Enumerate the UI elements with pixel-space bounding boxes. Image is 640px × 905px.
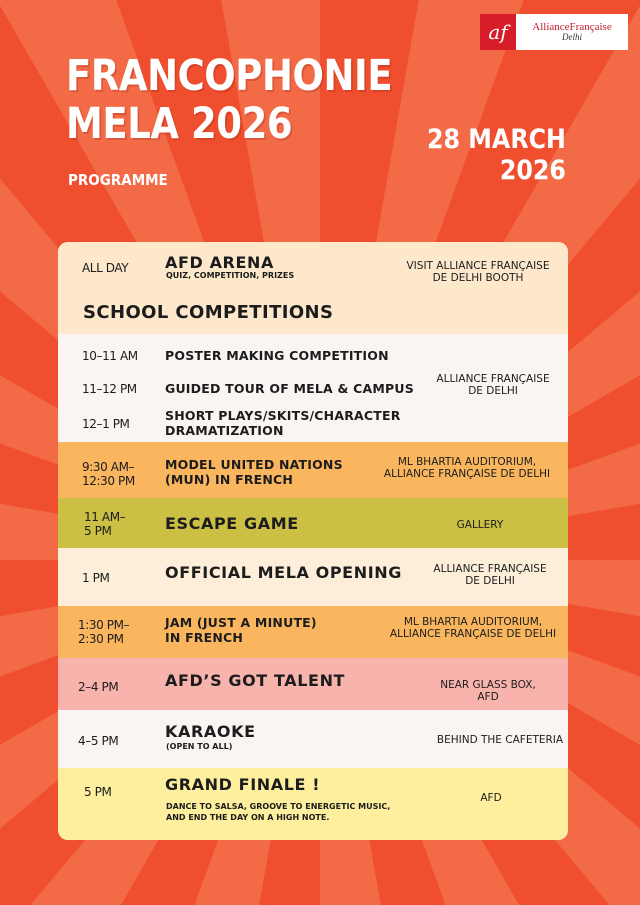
schedule-card [58,242,568,840]
talent-venue-line-2: AFD [477,691,499,703]
mun-time [82,460,135,488]
escape-event: ESCAPE GAME [165,514,299,533]
mun-time-line-1: 9:30 AM– [82,460,135,474]
school-event-3-line-1: SHORT PLAYS/SKITS/CHARACTER [165,408,401,423]
karaoke-time: 4–5 PM [78,734,119,748]
title-line-2: MELA 2026 [66,99,293,149]
mun-event-line-2: (MUN) IN FRENCH [165,472,294,487]
mun-time-line-2: 12:30 PM [82,474,135,488]
school-time-2: 11–12 PM [82,382,137,396]
allday-time: ALL DAY [82,261,129,275]
finale-sub-line-1: DANCE TO SALSA, GROOVE TO ENERGETIC MUSIC, [166,802,391,811]
school-event-1: POSTER MAKING COMPETITION [165,348,389,363]
escape-time-line-2: 5 PM [84,524,112,538]
karaoke-venue: BEHIND THE CAFETERIA [436,734,564,746]
school-event-3 [165,408,401,438]
finale-sub-line-2: AND END THE DAY ON A HIGH NOTE. [166,813,330,822]
talent-venue [403,679,568,703]
karaoke-sub: (OPEN TO ALL) [166,742,233,751]
jam-venue [378,616,568,640]
jam-time [78,618,129,646]
jam-event-line-2: IN FRENCH [165,630,244,645]
page-title [66,52,392,148]
mun-venue-line-2: ALLIANCE FRANÇAISE DE DELHI [383,468,551,480]
school-venue-line-1: ALLIANCE FRANÇAISE [436,373,550,385]
escape-venue: GALLERY [456,519,504,531]
jam-venue-line-1: ML BHARTIA AUDITORIUM, [403,616,543,628]
school-event-3-line-2: DRAMATIZATION [165,423,284,438]
school-event-2: GUIDED TOUR OF MELA & CAMPUS [165,381,414,396]
opening-venue [400,563,568,587]
mun-event [165,457,343,487]
allday-venue-line-1: VISIT ALLIANCE FRANÇAISE [406,260,550,272]
allday-venue [388,260,568,284]
talent-venue-line-1: NEAR GLASS BOX, [440,679,536,691]
programme-label: PROGRAMME [68,171,168,189]
date-line-2: 2026 [499,155,566,186]
opening-event: OFFICIAL MELA OPENING [165,563,402,582]
event-date [427,124,566,186]
karaoke-event: KARAOKE [165,722,256,741]
mun-venue [372,456,562,480]
logo-name: AllianceFrançaise [532,20,612,33]
school-heading: SCHOOL COMPETITIONS [83,302,334,323]
finale-time: 5 PM [84,785,112,799]
opening-venue-line-1: ALLIANCE FRANÇAISE [433,563,547,575]
opening-venue-line-2: DE DELHI [465,575,515,587]
finale-event: GRAND FINALE ! [165,775,321,794]
school-venue [403,373,568,397]
opening-time: 1 PM [82,571,110,585]
allday-event: AFD ARENA [165,253,274,272]
escape-time-line-1: 11 AM– [84,510,126,524]
school-time-1: 10–11 AM [82,349,138,363]
jam-time-line-2: 2:30 PM [78,632,124,646]
jam-venue-line-2: ALLIANCE FRANÇAISE DE DELHI [389,628,557,640]
finale-venue: AFD [480,792,502,804]
school-venue-line-2: DE DELHI [468,385,518,397]
af-logo-mark: af [480,14,516,50]
escape-time [84,510,125,538]
mun-venue-line-1: ML BHARTIA AUDITORIUM, [397,456,537,468]
talent-event: AFD’S GOT TALENT [165,671,346,690]
jam-event-line-1: JAM (JUST A MINUTE) [165,615,317,630]
title-line-1: FRANCOPHONIE [66,51,393,101]
alliance-francaise-logo [480,14,628,50]
date-line-1: 28 MARCH [427,124,566,155]
jam-time-line-1: 1:30 PM– [78,618,130,632]
mun-event-line-1: MODEL UNITED NATIONS [165,457,343,472]
allday-venue-line-2: DE DELHI BOOTH [432,272,524,284]
logo-city: Delhi [562,32,582,43]
school-time-3: 12–1 PM [82,417,130,431]
allday-sub: QUIZ, COMPETITION, PRIZES [166,271,295,280]
finale-sub [166,801,390,823]
talent-time: 2–4 PM [78,680,119,694]
jam-event [165,615,317,645]
